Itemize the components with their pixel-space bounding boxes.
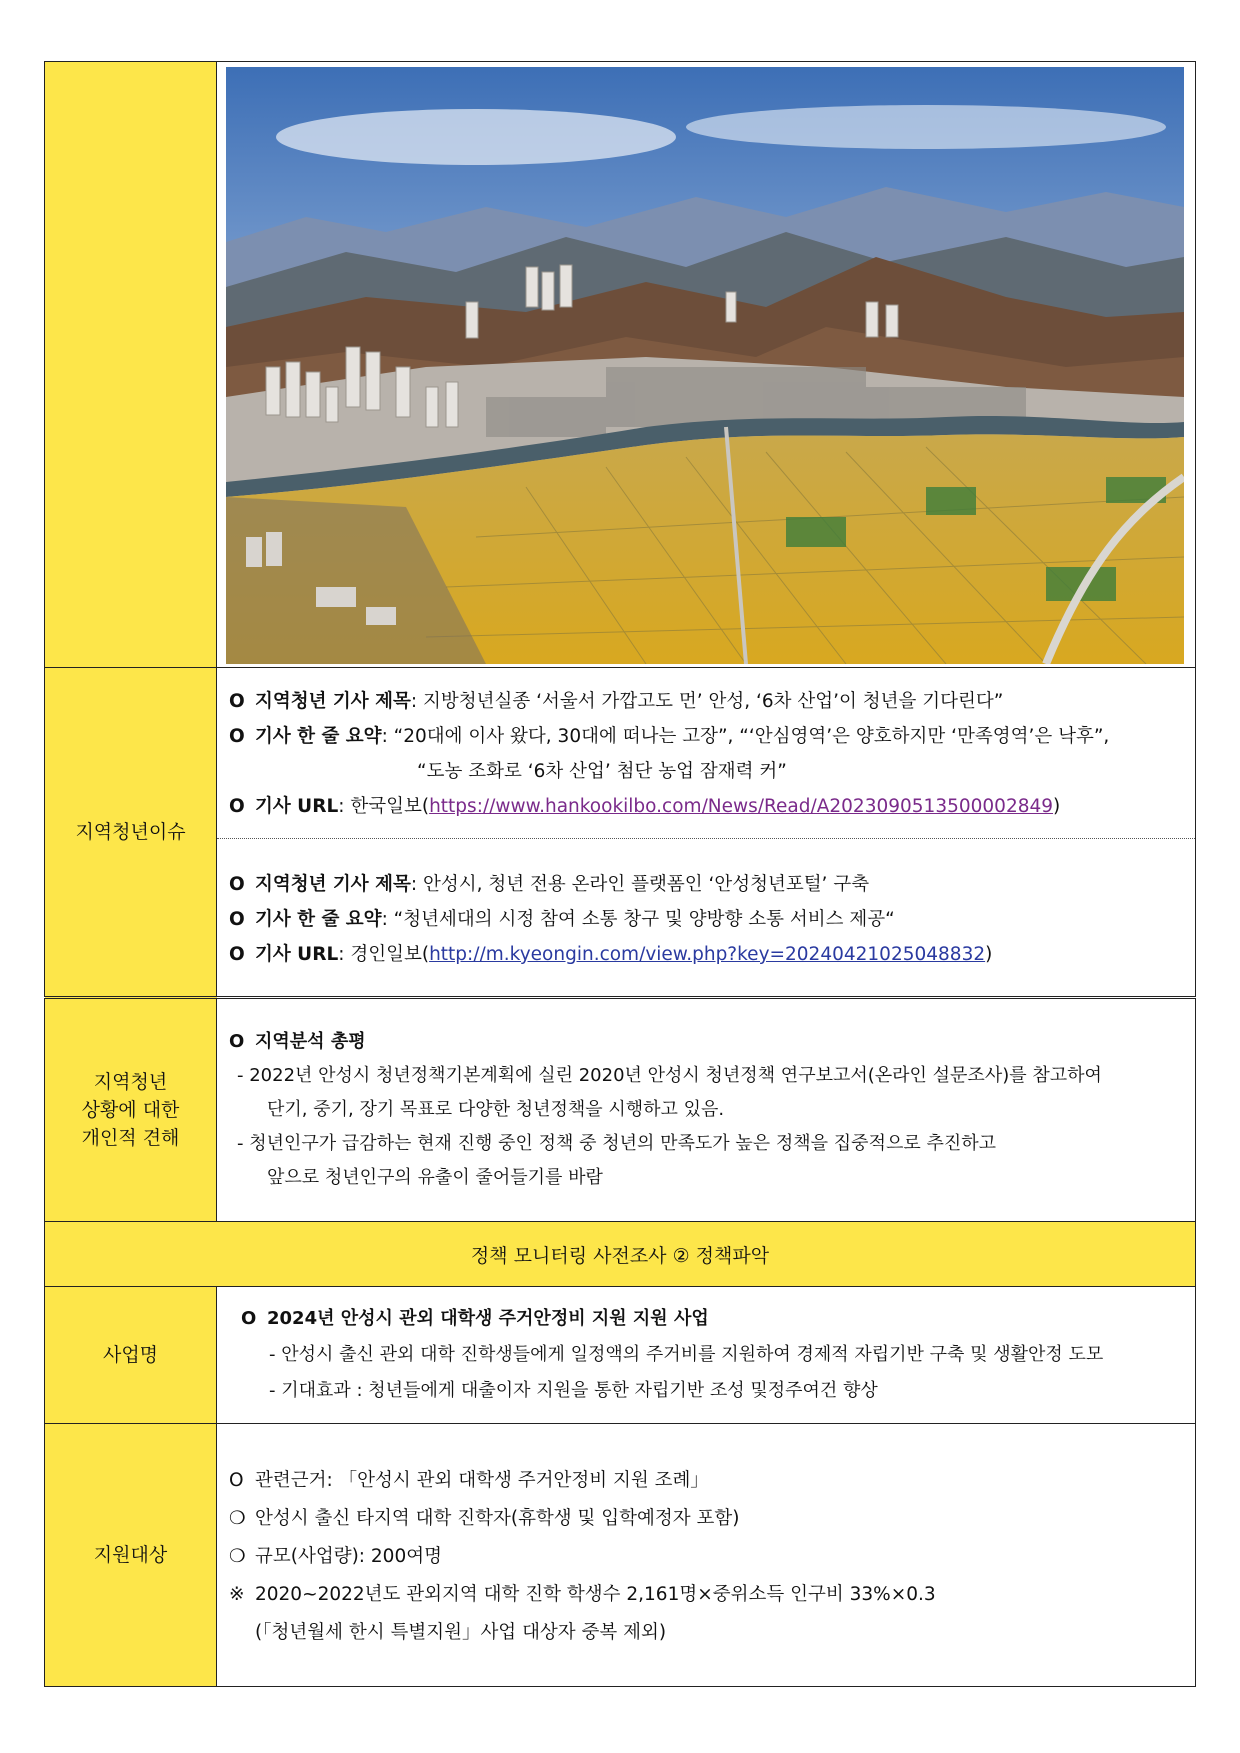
article1-url-link[interactable]: https://www.hankookilbo.com/News/Read/A2023090513500002849 — [429, 796, 1054, 817]
opinion-line-2: 단기, 중기, 장기 목표로 다양한 청년정책을 시행하고 있음. — [267, 1099, 725, 1120]
article1-summary-cont: “도농 조화로 ‘6차 산업’ 첨단 농업 잠재력 커” — [417, 761, 787, 782]
issue-cell — [217, 668, 1196, 998]
opinion-row — [45, 998, 1196, 1222]
issue-label: 지역청년이슈 — [45, 668, 217, 998]
photo-cell — [217, 62, 1196, 668]
opinion-line-3: - 청년인구가 급감하는 현재 진행 중인 정책 중 청년의 만족도가 높은 정책을 집중적으로 추진하고 — [237, 1133, 997, 1154]
anseong-aerial-photo — [226, 67, 1184, 664]
opinion-line-1: - 2022년 안성시 청년정책기본계획에 실린 2020년 안성시 청년정책 연구보고서(온라인 설문조사)를 참고하여 — [237, 1065, 1102, 1086]
target-label: 지원대상 — [45, 1424, 217, 1687]
business-heading: O 2024년 안성시 관외 대학생 주거안정비 지원 지원 사업 — [241, 1308, 709, 1329]
article1-title: O 지역청년 기사 제목: 지방청년실종 ‘서울서 가깝고도 먼’ 안성, ‘6차 산업’이 청년을 기다린다” — [229, 691, 1004, 712]
photo-row-label — [45, 62, 217, 668]
article2-title: O 지역청년 기사 제목: 안성시, 청년 전용 온라인 플랫폼인 ‘안성청년포털’ 구축 — [229, 874, 870, 895]
article1-url: O 기사 URL: 한국일보(https://www.hankookilbo.com/News/Read/A2023090513500002849) — [229, 796, 1061, 817]
target-cell — [217, 1424, 1196, 1687]
business-label: 사업명 — [45, 1287, 217, 1424]
article1-summary: O 기사 한 줄 요약: “20대에 이사 왔다, 30대에 떠나는 고장”, “‘안심영역’은 양호하지만 ‘만족영역’은 낙후”, — [229, 726, 1110, 747]
target-line-5: (「청년월세 한시 특별지원」사업 대상자 중복 제외) — [255, 1622, 667, 1643]
business-line-2: - 기대효과 : 청년들에게 대출이자 지원을 통한 자립기반 조성 및정주여건 향상 — [269, 1380, 878, 1401]
document-sheet — [44, 61, 1196, 1687]
section-banner: 정책 모니터링 사전조사 ② 정책파악 — [45, 1222, 1196, 1287]
target-line-1: O 관련근거: 「안성시 관외 대학생 주거안정비 지원 조례」 — [229, 1470, 709, 1491]
opinion-cell — [217, 998, 1196, 1222]
article-divider — [217, 838, 1195, 839]
report-table — [44, 61, 1196, 1687]
business-line-1: - 안성시 출신 관외 대학 진학생들에게 일정액의 주거비를 지원하여 경제적 자립기반 구축 및 생활안정 도모 — [269, 1344, 1104, 1365]
target-line-4: ※ 2020~2022년도 관외지역 대학 진학 학생수 2,161명×중위소득 인구비 33%×0.3 — [229, 1584, 936, 1605]
article2-url-link[interactable]: http://m.kyeongin.com/view.php?key=20240421025048832 — [429, 944, 986, 965]
article2-url: O 기사 URL: 경인일보(http://m.kyeongin.com/view.php?key=20240421025048832) — [229, 944, 993, 965]
target-line-3: ❍ 규모(사업량): 200여명 — [229, 1546, 442, 1567]
target-line-2: ❍ 안성시 출신 타지역 대학 진학자(휴학생 및 입학예정자 포함) — [229, 1508, 740, 1529]
article2-summary: O 기사 한 줄 요약: “청년세대의 시정 참여 소통 창구 및 양방향 소통 서비스 제공“ — [229, 909, 895, 930]
issue-row — [45, 668, 1196, 998]
business-cell — [217, 1287, 1196, 1424]
banner-row — [45, 1222, 1196, 1287]
target-row — [45, 1424, 1196, 1687]
opinion-heading: O 지역분석 총평 — [229, 1031, 366, 1052]
opinion-line-4: 앞으로 청년인구의 유출이 줄어들기를 바람 — [267, 1167, 603, 1188]
photo-row — [45, 62, 1196, 668]
opinion-label: 지역청년 상황에 대한 개인적 견해 — [45, 998, 217, 1222]
business-row — [45, 1287, 1196, 1424]
